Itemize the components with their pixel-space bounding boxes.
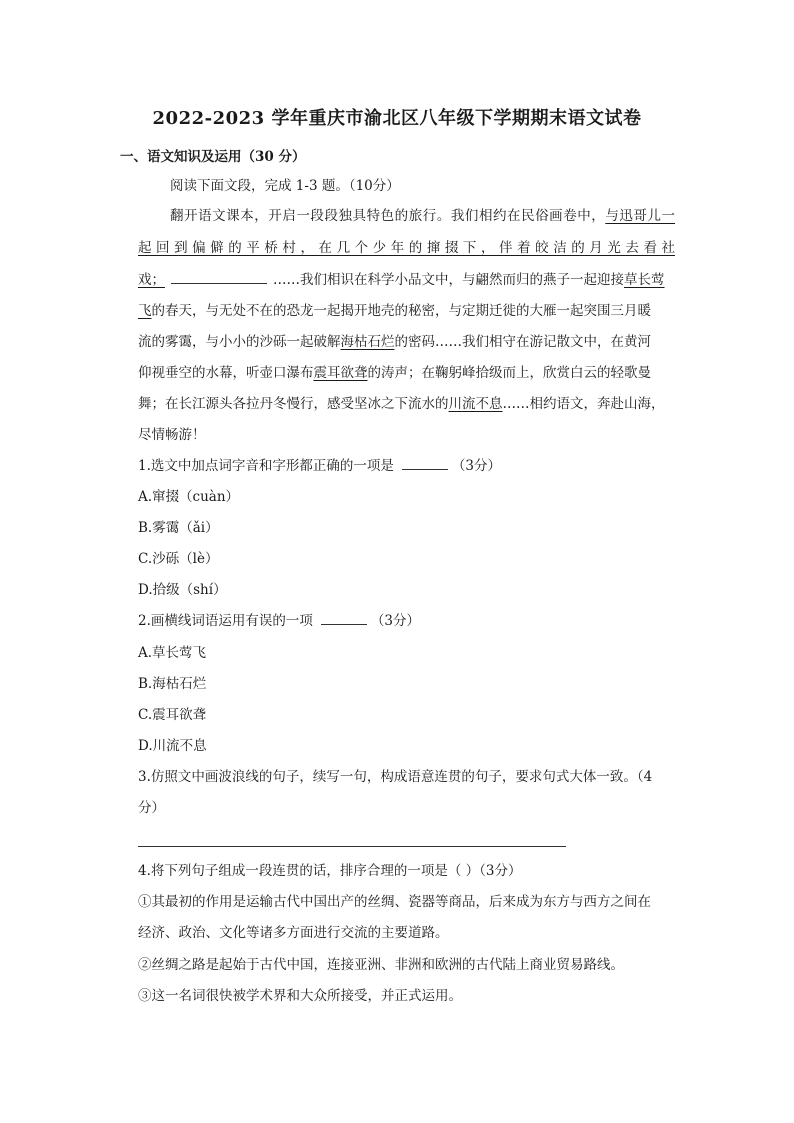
section-heading: 一、语文知识及运用（30 分） bbox=[120, 149, 306, 165]
passage-line-4: 飞的春天，与无处不在的恐龙一起揭开地壳的秘密，与定期迁徙的大雁一起突围三月暖 bbox=[138, 303, 651, 319]
wavy-sentence: 起回到偏僻的平桥村，在几个少年的撺掇下，伴着皎洁的月光去看社 bbox=[138, 240, 675, 256]
fill-blank[interactable] bbox=[171, 271, 267, 284]
q1-option-a: A.窜掇（cuàn） bbox=[138, 489, 240, 505]
question-2-stem: 2.画横线词语运用有误的一项 （3分） bbox=[138, 613, 420, 629]
q4-sentence-3: ③这一名词很快被学术界和大众所接受，并正式运用。 bbox=[138, 988, 462, 1004]
page-title: 2022-2023 学年重庆市渝北区八年级下学期期末语文试卷 bbox=[152, 108, 642, 129]
q1-option-d: D.拾级（shí） bbox=[138, 582, 227, 598]
passage-line-7: 舞；在长江源头各拉丹冬慢行，感受坚冰之下流水的川流不息……相约语文，奔赴山海， bbox=[138, 396, 665, 412]
passage-line-3: 戏； ……我们相识在科学小品文中，与翩然而归的燕子一起迎接草长莺 bbox=[138, 272, 665, 288]
passage-line-1: 翻开语文课本，开启一段段独具特色的旅行。我们相约在民俗画卷中，与迅哥儿一 bbox=[170, 208, 675, 224]
q4-sentence-2: ②丝绸之路是起始于古代中国，连接亚洲、非洲和欧洲的古代陆上商业贸易路线。 bbox=[138, 957, 624, 973]
answer-blank-2[interactable] bbox=[321, 612, 367, 625]
question-3-stem-cont: 分） bbox=[138, 800, 165, 816]
passage-line-2 bbox=[138, 238, 675, 258]
underlined-term-1: 草长莺 bbox=[624, 272, 665, 288]
answer-blank-1[interactable] bbox=[402, 457, 448, 470]
q2-option-d: D.川流不息 bbox=[138, 738, 207, 754]
underlined-term-2: 海枯石烂 bbox=[340, 334, 395, 350]
q4-sentence-1: ①其最初的作用是运输古代中国出产的丝绸、瓷器等商品，后来成为东方与西方之间在 bbox=[138, 894, 651, 910]
passage-line-5: 流的雾霭，与小小的沙砾一起破解海枯石烂的密码……我们相守在游记散文中，在黄河 bbox=[138, 334, 651, 350]
passage-line-6: 仰视垂空的水幕，听壶口瀑布震耳欲聋的涛声；在鞠躬峰拾级而上，欣赏白云的轻歌曼 bbox=[138, 365, 651, 381]
q2-option-a: A.草长莺飞 bbox=[138, 645, 207, 661]
q2-option-c: C.震耳欲聋 bbox=[138, 707, 207, 723]
q4-sentence-1-cont: 经济、政治、文化等诸多方面进行交流的主要道路。 bbox=[138, 925, 449, 941]
reading-instruction: 阅读下面文段，完成 1-3 题。（10分） bbox=[170, 178, 400, 194]
underlined-term-4: 川流不息 bbox=[448, 396, 503, 412]
underlined-term-3: 震耳欲聋 bbox=[313, 365, 368, 381]
q2-option-b: B.海枯石烂 bbox=[138, 676, 207, 692]
question-4-stem: 4.将下列句子组成一段连贯的话，排序合理的一项是（ ）（3分） bbox=[138, 863, 522, 879]
question-3-stem: 3.仿照文中画波浪线的句子，续写一句，构成语意连贯的句子，要求句式大体一致。（4 bbox=[138, 769, 653, 785]
q1-option-c: C.沙砾（lè） bbox=[138, 551, 219, 567]
question-1-stem: 1.选文中加点词字音和字形都正确的一项是 （3分） bbox=[138, 458, 501, 474]
wavy-sentence-start: 与迅哥儿一 bbox=[605, 208, 675, 224]
passage-line-8: 尽情畅游！ bbox=[138, 427, 206, 443]
q1-option-b: B.雾霭（ǎi） bbox=[138, 520, 219, 536]
answer-line-3[interactable] bbox=[138, 846, 566, 847]
